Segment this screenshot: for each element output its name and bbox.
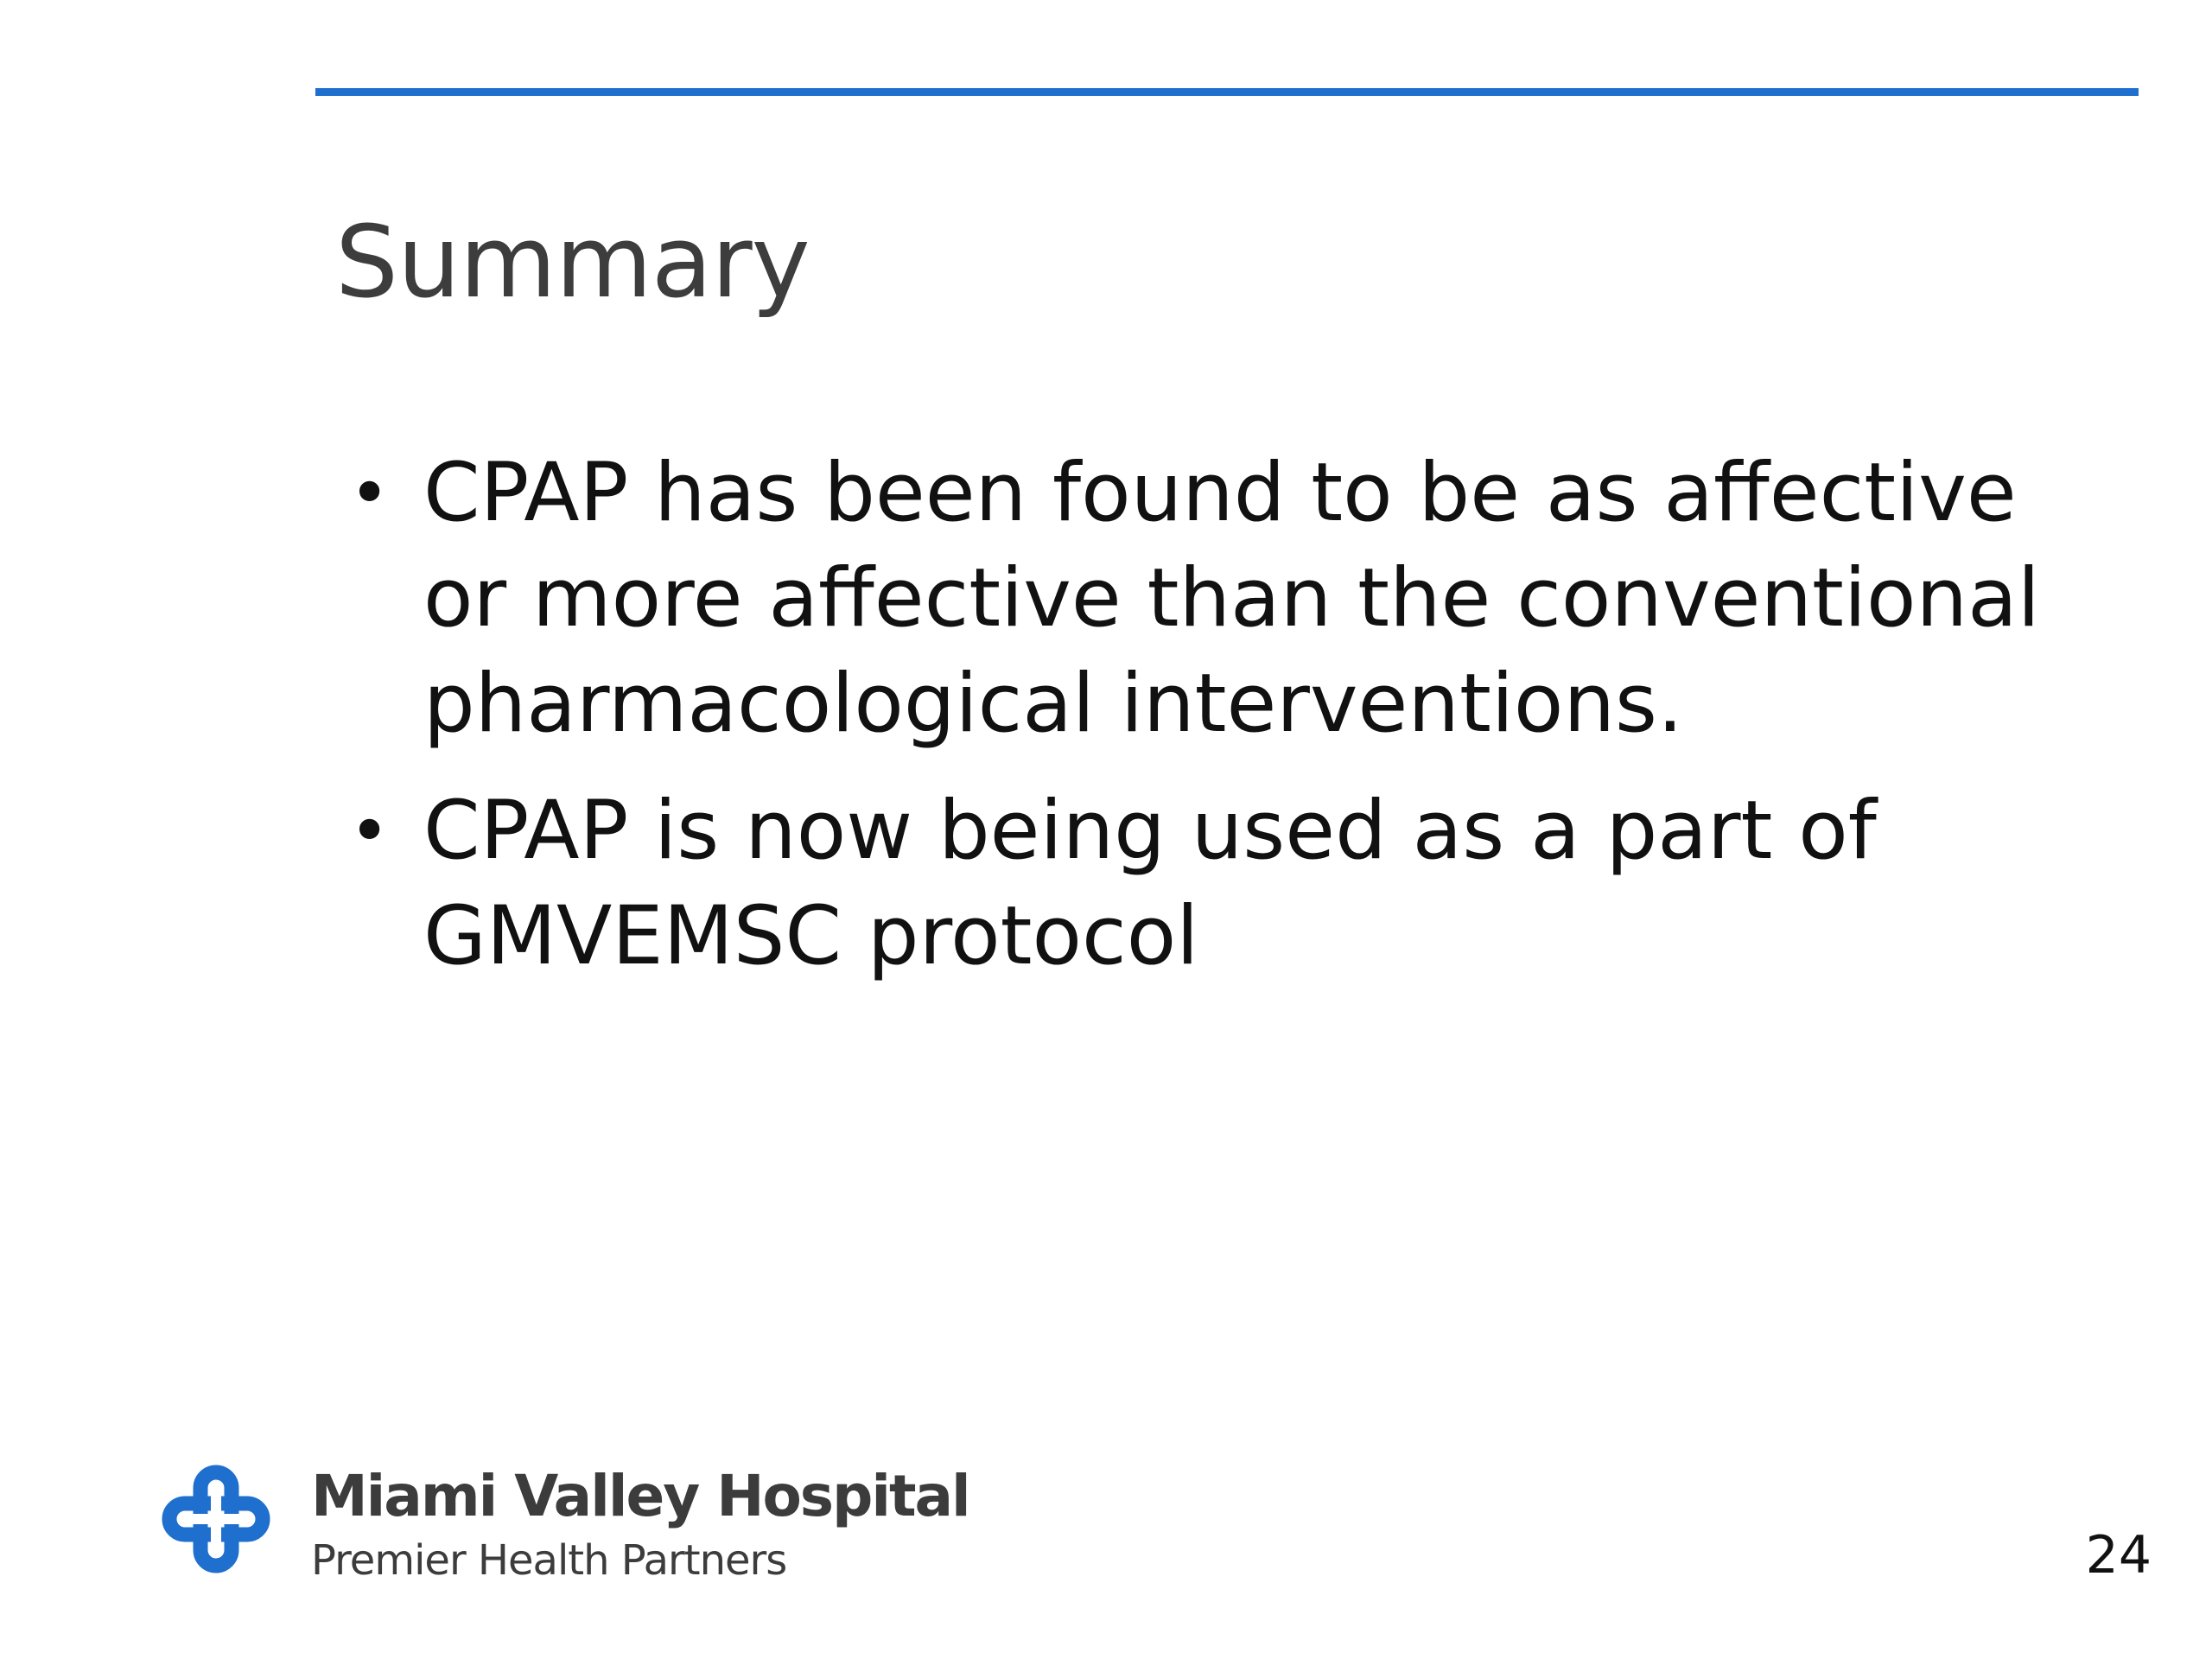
bullet-text: CPAP is now being used as a part of GMVEMSC protocol [423,784,1877,983]
brand-tagline: Premier Health Partners [311,1536,787,1585]
top-accent-rule [315,88,2139,96]
quatrefoil-cross-logo-icon [147,1450,285,1588]
bullet-dot-icon: • [349,453,391,533]
bullet-item [335,779,2098,989]
bullet-dot-icon: • [349,791,391,871]
bullet-text: CPAP has been found to be as affective or more affective than the conventional pharmacological interventions. [423,446,2040,751]
page-number: 24 [2085,1525,2152,1586]
slide-title: Summary [335,205,810,321]
bullet-item [335,441,2098,757]
bullet-list [335,441,2098,1011]
brand-name: Miami Valley Hospital [311,1463,969,1529]
